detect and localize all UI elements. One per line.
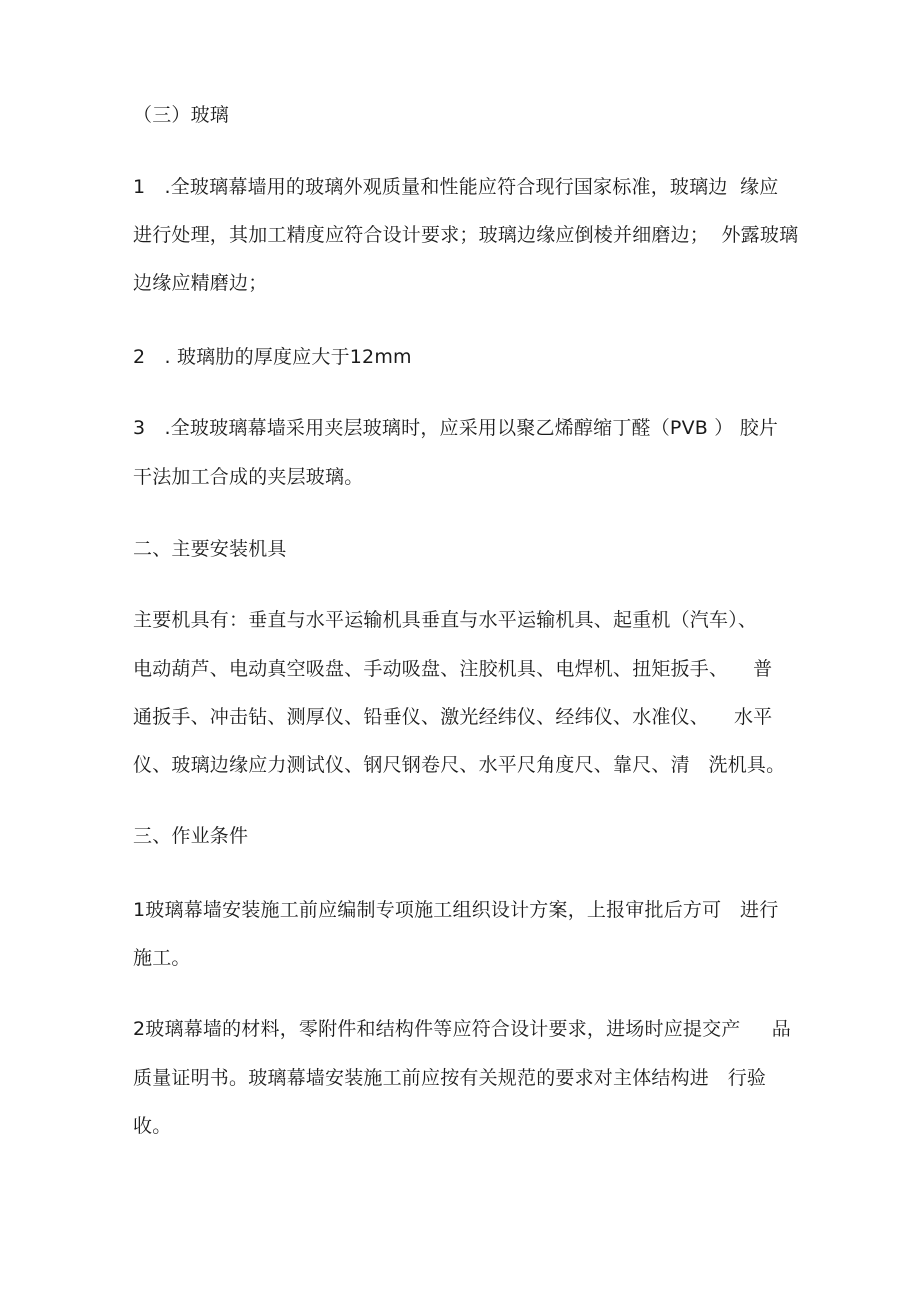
item3-line2: 干法加工合成的夹层玻璃。: [133, 466, 364, 488]
item1-line2: 进行处理，其加工精度应符合设计要求；玻璃边缘应倒棱并细磨边； 外露玻璃: [133, 224, 799, 246]
cond1-line2: 施工。: [133, 947, 191, 969]
section-conditions-heading: 三、作业条件: [133, 825, 249, 847]
cond2-line1: 2玻璃幕墙的材料，零附件和结构件等应符合设计要求，进场时应提交产 品: [133, 1018, 791, 1040]
tools-line2: 电动葫芦、电动真空吸盘、手动吸盘、注胶机具、电焊机、扭矩扳手、 普: [133, 658, 773, 680]
tools-line1: 主要机具有：垂直与水平运输机具垂直与水平运输机具、起重机（汽车）、: [133, 609, 758, 631]
cond2-line3: 收。: [133, 1115, 172, 1137]
cond2-line2: 质量证明书。玻璃幕墙安装施工前应按有关规范的要求对主体结构进 行验: [133, 1067, 767, 1089]
item3-line1: 3 .全玻玻璃幕墙采用夹层玻璃时，应采用以聚乙烯醇缩丁醛（PVB ） 胶片: [133, 417, 779, 439]
tools-line4: 仪、玻璃边缘应力测试仪、钢尺钢卷尺、水平尺角度尺、靠尺、清 洗机具。: [133, 754, 786, 776]
cond1-line1: 1玻璃幕墙安装施工前应编制专项施工组织设计方案，上报审批后方可 进行: [133, 899, 779, 921]
item2-line1: 2 . 玻璃肋的厚度应大于12mm: [133, 346, 412, 368]
tools-line3: 通扳手、冲击钻、测厚仪、铅垂仪、激光经纬仪、经纬仪、水准仪、 水平: [133, 706, 773, 728]
section-tools-heading: 二、主要安装机具: [133, 538, 287, 560]
section-glass-heading: （三）玻璃: [133, 104, 230, 126]
item1-line1: 1 .全玻璃幕墙用的玻璃外观质量和性能应符合现行国家标准，玻璃边 缘应: [133, 176, 779, 198]
item1-line3: 边缘应精磨边；: [133, 272, 268, 294]
